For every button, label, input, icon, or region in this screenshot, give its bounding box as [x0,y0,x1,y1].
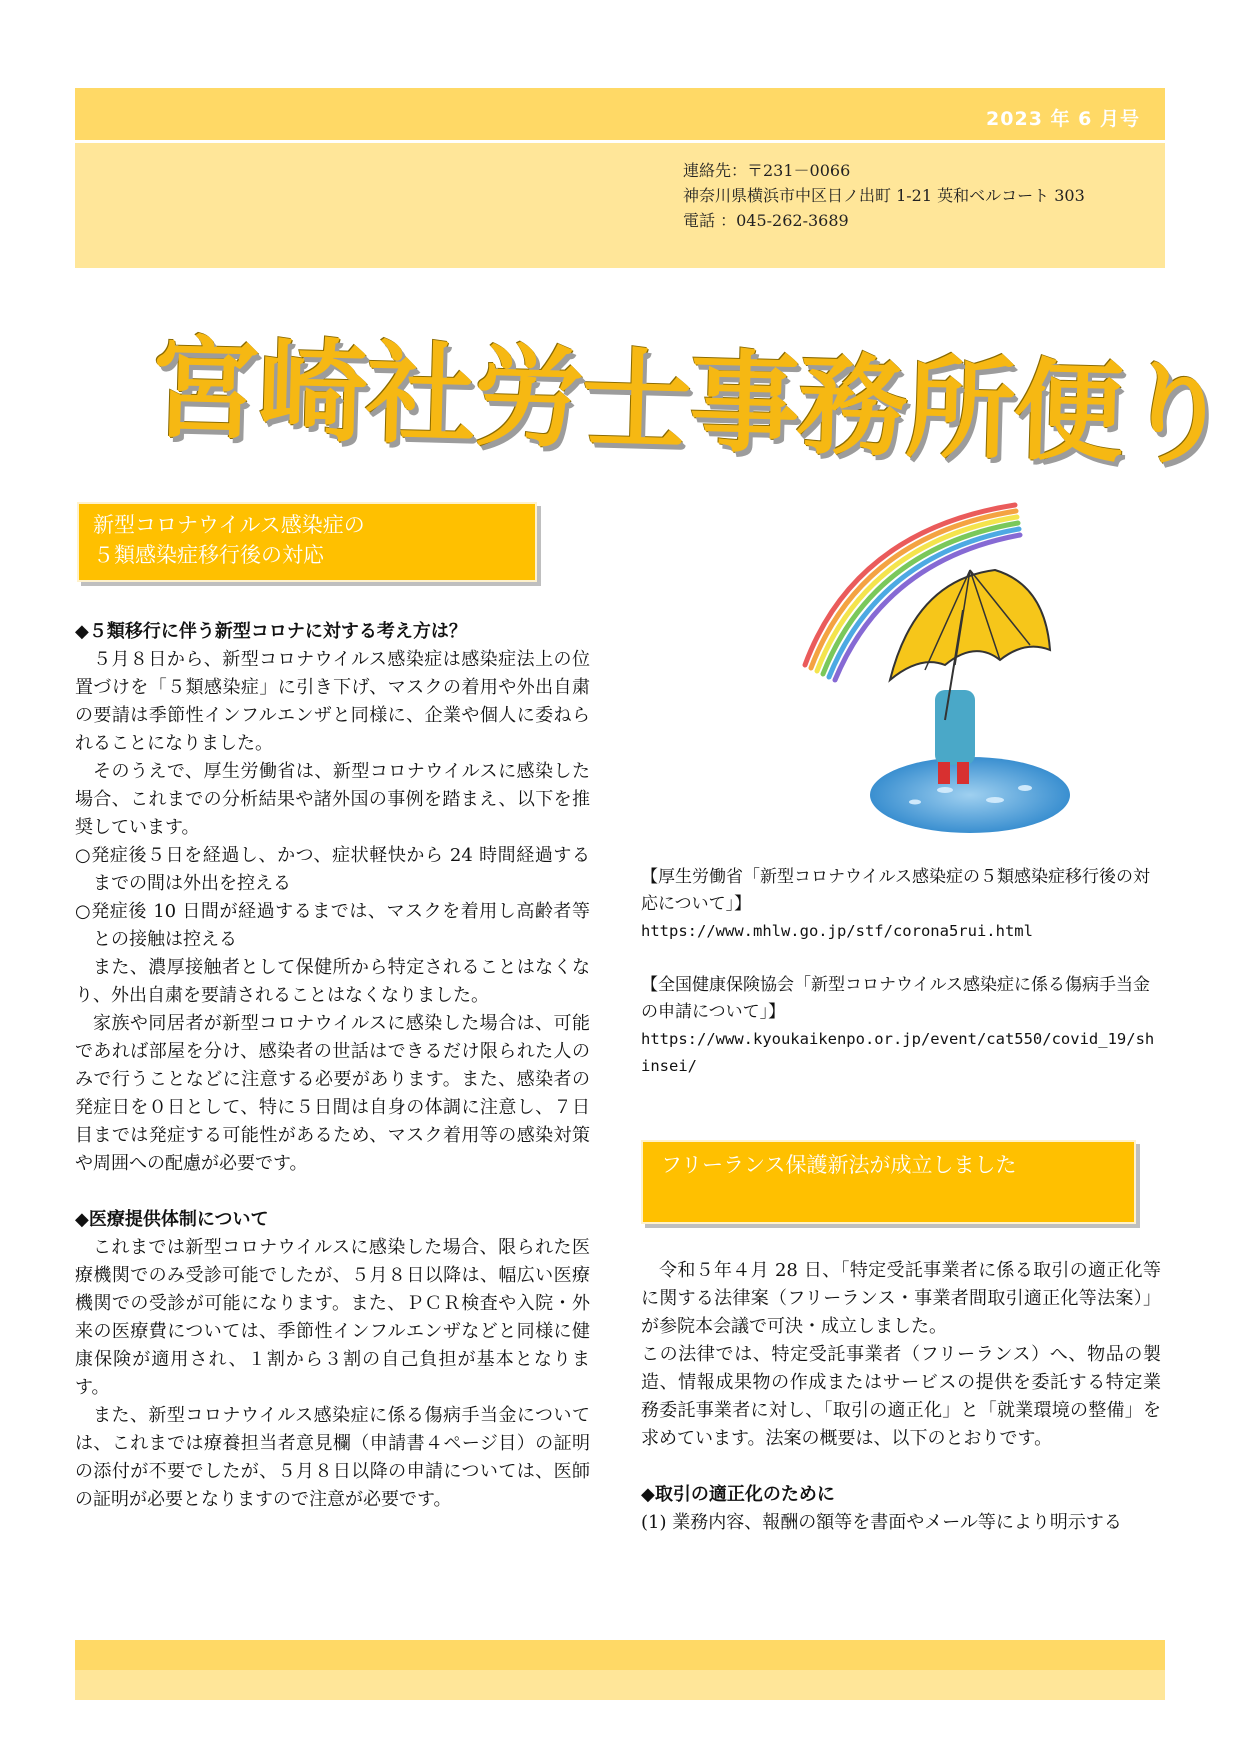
paragraph: これまでは新型コロナウイルスに感染した場合、限られた医療機関でのみ受診可能でしたが、５月８日以降は、幅広い医療機関での受診が可能になります。また、ＰＣＲ検査や入院・外来の医療費については、季節性インフルエンザなどと同様に健康保険が適用され、１割から３割の自己負担が基本となります。 [75,1237,590,1398]
contact-address: 神奈川県横浜市中区日ノ出町 1-21 英和ベルコート 303 [683,186,1085,205]
footer-band [75,1640,1165,1670]
corona-article [75,618,590,1514]
contact-block [683,158,1085,233]
rainbow-umbrella-illustration [795,490,1155,840]
contact-postal: 連絡先：〒231－0066 [683,161,851,180]
reference-title: 【厚生労働省「新型コロナウイルス感染症の５類感染症移行後の対応について」】 [641,867,1150,914]
newsletter-title: 宮崎社労士事務所便り [148,323,1232,481]
paragraph: この法律では、特定受託事業者（フリーランス）へ、物品の製造、情報成果物の作成またはサービスの提供を委託する特定業務委託事業者に対し、「取引の適正化」と「就業環境の整備」を求めています。法案の概要は、以下のとおりです。 [641,1344,1161,1449]
paragraph: また、濃厚接触者として保健所から特定されることはなくなり、外出自粛を要請されることはなくなりました。 [75,957,590,1006]
bullet-item: ○発症後５日を経過し、かつ、症状軽快から 24 時間経過するまでの間は外出を控える [75,845,590,894]
numbered-item: (1) 業務内容、報酬の額等を書面やメール等により明示する [641,1512,1122,1533]
footer-band-light [75,1670,1165,1700]
paragraph: ５月８日から、新型コロナウイルス感染症は感染症法上の位置づけを「５類感染症」に引き下げ、マスクの着用や外出自粛の要請は季節性インフルエンザと同様に、企業や個人に委ねられることになりました。 [75,649,590,754]
subheading-medical: ◆医療提供体制について [75,1209,269,1230]
section-heading-freelance [641,1140,1136,1224]
reference-title: 【全国健康保険協会「新型コロナウイルス感染症に係る傷病手当金の申請について」】 [641,975,1150,1022]
paragraph: そのうえで、厚生労働省は、新型コロナウイルスに感染した場合、これまでの分析結果や諸外国の事例を踏まえ、以下を推奨しています。 [75,761,590,838]
section-heading-line1: 新型コロナウイルス感染症の [93,513,365,537]
paragraph: 令和５年４月 28 日、「特定受託事業者に係る取引の適正化等に関する法律案（フリーランス・事業者間取引適正化等法案）」が参院本会議で可決・成立しました。 [641,1260,1161,1337]
bullet-item: ○発症後 10 日間が経過するまでは、マスクを着用し高齢者等との接触は控える [75,901,590,950]
paragraph: 家族や同居者が新型コロナウイルスに感染した場合は、可能であれば部屋を分け、感染者の世話はできるだけ限られた人のみで行うことなどに注意する必要があります。また、感染者の発症日を０日として、特に５日間は自身の体調に注意し、７日目までは発症する可能性があるため、マスク着用等の感染対策や周囲への配慮が必要です。 [75,1013,590,1174]
reference-url[interactable]: https://www.kyoukaikenpo.or.jp/event/cat550/covid_19/shinsei/ [641,1030,1155,1075]
issue-date: 2023 年 6 月号 [986,108,1140,130]
section-heading-corona [77,502,537,582]
puddle-icon [870,757,1070,833]
contact-phone: 電話 ：045-262-3689 [683,211,849,230]
section-heading-line2: ５類感染症移行後の対応 [93,543,324,567]
newsletter-title-wordart [148,290,1232,481]
paragraph: また、新型コロナウイルス感染症に係る傷病手当金については、これまでは療養担当者意見欄（申請書４ページ目）の証明の添付が不要でしたが、５月８日以降の申請については、医師の証明が必要となりますので注意が必要です。 [75,1405,590,1510]
raincoat-icon [935,690,975,765]
subheading-transaction: ◆取引の適正化のために [641,1484,835,1505]
freelance-article [641,1257,1161,1537]
reference-url[interactable]: https://www.mhlw.go.jp/stf/corona5rui.html [641,922,1033,940]
subheading-five-class: ◆５類移行に伴う新型コロナに対する考え方は？ [75,621,467,642]
section-heading-text: フリーランス保護新法が成立しました [661,1153,1017,1177]
reference-links [641,864,1161,1080]
